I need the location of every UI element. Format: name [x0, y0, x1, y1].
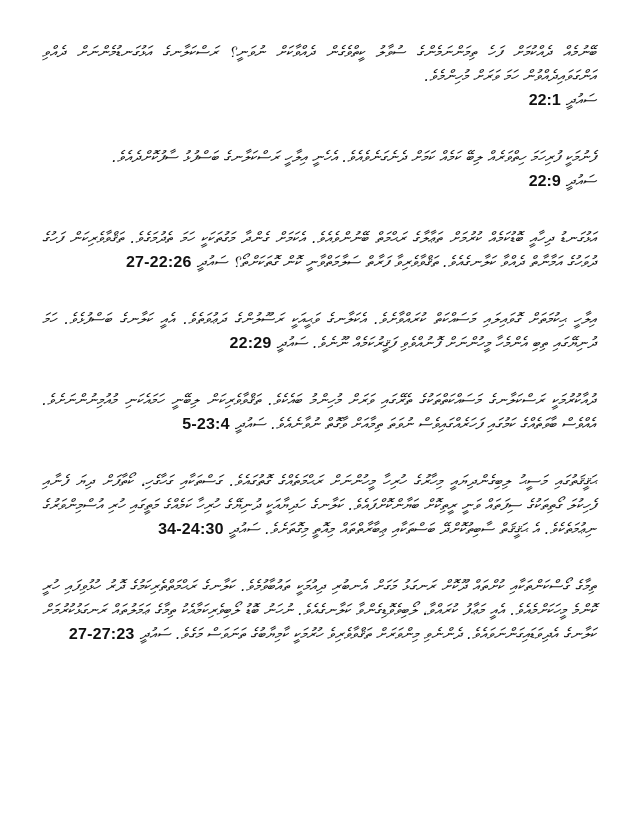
verse-reference [42, 88, 596, 113]
verse-block [42, 574, 596, 647]
verse-body: އަޅުގަނޑު ދިހާއީ ބޮޑުކަމެއް ކުރުމަށް ތަޢާލާގެ ރަޙްމަތް ބޭނުންވެއެވެ. އެކަމަށް ގެންދާ މަގުތަކަކީ ހަމަ ތެދުމަގެވެ. ތަޤްވާވެރިކަން ފަހުގެ ދުވަހުގެ އަމާނާތް ދެއްވާ ކަލާނގެއެވެ. ތަޤްވާވެރިވާ ފަރާތް ސަލާމަތްވާނީ ކޮން ގޮތަކަށްތޯ؟ ސައުދީ [42, 229, 596, 271]
verse-block [42, 40, 596, 113]
verse-body: އިލާހީ ޙިކުމަތަށް ގޮވައިލައި މަސައްކަތް ކުރައްވާށެވެ. އެކަލާނގެ ވަޙީއަކީ ރަސޫލުންގެ ދަޢުވަތެވެ. އެއީ ކަލާނގެ ބަސްފުޅެވެ. ހަމަ ދުނިޔޭގައި ތިބި އެންމެހާ މީހުންނަށް ފޮނުއްވެވި ފަޤީރުކަމެއް ނޫނެވެ. ސައުދީ [42, 310, 596, 352]
verse-body: ތިމާގެ ގޯސްކަންތަކާއި ކުށްތައް ދޫކޮށް ރަނގަޅު މަގަށް އެނބުރި ދިއުމަކީ ތައުބާވުމެވެ. ކަލާނގެ ރަޙްމަތްތެރިކަމުގެ ދޮރު ހުޅުވިފައި ހުރީ ކޮންމެ މީހަކަށްމެއެވެ. އެއީ މަޢާފު ކުރައްވާ، ލޯބިވެވޮޑިގެންވާ ކަލާނގެއެވެ. ނުހަނު ބޮޑު ލޯބިވެރިކަމާއެކު ތިމާގެ ޢަމަލުތައް ރަނގަޅުކުރުމަށް ކަލާނގެ އެދިވަޑައިގަންނަވައެވެ. ދެންނެވި މިންވަރަށް ތަޤްވާވެރިވެ ހުރުމަކީ ކާމިޔާބުގެ ތަނަވަސް މަގެވެ. ސައުދީ [42, 577, 596, 643]
verse-text [42, 388, 596, 437]
verse-text [42, 226, 596, 275]
reference-number: 27-22:26 [125, 254, 192, 271]
verse-text [42, 574, 596, 647]
verse-block [42, 469, 596, 542]
reference-label: ސައުދީ [565, 91, 596, 109]
verse-block [42, 388, 596, 437]
verse-body: ޙަޤީޤަތުގައި މަސީޙު ލިބިގެންދިޔައީ މިހާރުގެ ހުރިހާ މީހުންނަށް ރަޙްމަތެއްގެ ގޮތުގައެވެ. ގަސްތަކާއި ގަހާގެހި، ކޯތާފަށް ދިޔަ ފެނާއި ފެހިކުލަ ގޯތިތަކުގެ ސިފަތައް ވަނީ ރީތިކޮށް ބަޔާންކޮށްފައެވެ. ކަލާނގެ ހަދިޔާއަކީ ދުނިޔޭގެ ހުރިހާ ކަމެއްގެ މަތީގައި ހުރި އުސްމިންވަރުގެ ނިޢުމަތެކެވެ. އެ ޙަޤީޤަތް ސާބިތުކޮށްދޭ ބަސްތަކާއި ޢިބާރާތްތައް މިއޮތީ މިގޮތަށެވެ. ސައުދީ [42, 472, 596, 538]
verse-reference [42, 169, 596, 194]
verse-block [42, 226, 596, 275]
verse-text: ބޭނުމެއް ދެއްކުމަށް ފަހެ ތިމަންނަމެންގެ ސުވާލު ކީތްވެގެން ދެއްވާކަށް ނުވަނީ؟ ރަސްކަލާނގެ އަޅުގަނޑުމެންނަށް ދެއްވި އަންގަވައިދެއްވުން ހަމަ ވަރަށް މުހިންމެވެ. [42, 43, 596, 85]
reference-number: 5-23:4 [182, 416, 230, 433]
verse-block [42, 145, 596, 194]
verse-text: ފެނުމަކީ ފުރިހަމަ ހިތްވަރެއް ލިބޭ ކަމެއް ކަމަށް ދެނެގަނެވެއެވެ. އެހެނީ އިލާހީ ރަސްކަލާނގެ ބަސްފުޅު ސާފުކޮށްދެއެވެ. [111, 148, 596, 166]
reference-number: 22:1 [528, 92, 561, 109]
verse-text [42, 307, 596, 356]
verse-body: ދުއާކުރުމަކީ ރަސްކަލާނގެ މަސައްކަތްތަކުގެ ތެރޭގައި ވަރަށް މުހިންމު ބައެކެވެ. ތަޤްވާވެރިކަން ލިބޭނީ ހަމައެކަނި މުއުމިނުންނަށެވެ. އެއްވެސް ބާވަތެއްގެ ކަމުގައި ފަހަރެއްގައިވެސް ނުވަތަ ތިމާއަށް ވާގޮތް ނުވާނެއެވެ. ސައުދީ [42, 391, 596, 433]
reference-number: 27-27:23 [68, 626, 135, 643]
verse-text [42, 469, 596, 542]
reference-number: 34-24:30 [158, 521, 224, 538]
reference-number: 22:29 [229, 335, 272, 352]
reference-label: ސައުދީ [565, 172, 596, 190]
verse-block [42, 307, 596, 356]
reference-number: 22:9 [528, 173, 561, 190]
